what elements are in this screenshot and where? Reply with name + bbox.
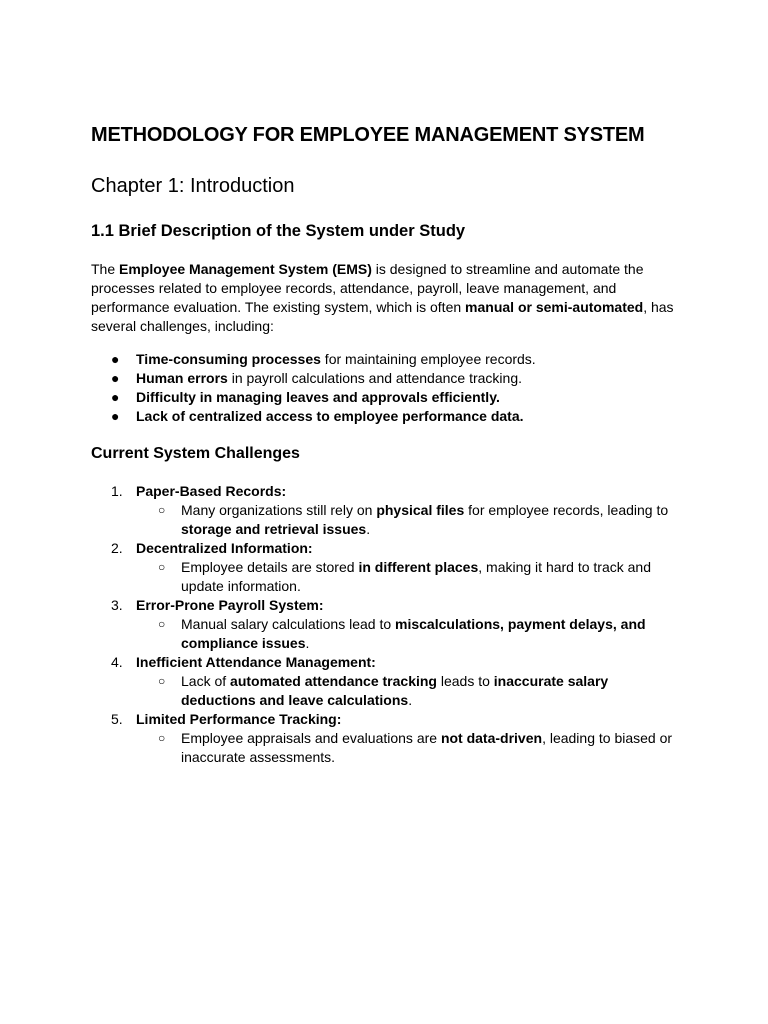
- sub-text: Many organizations still rely on: [181, 502, 377, 518]
- intro-bold-ems: Employee Management System (EMS): [119, 261, 372, 277]
- bullet-bold-text: Difficulty in managing leaves and approvals efficiently.: [136, 389, 500, 405]
- sub-list-item: [136, 729, 681, 767]
- circle-bullet-icon: ○: [158, 731, 166, 745]
- numbered-item: [91, 653, 691, 710]
- sub-bold: physical files: [376, 502, 465, 518]
- sub-text: Lack of: [181, 673, 231, 689]
- sub-text: , leading to biased or inaccurate assessments.: [181, 730, 673, 765]
- sub-text: .: [305, 635, 310, 651]
- section-heading: 1.1 Brief Description of the System under Study: [91, 222, 466, 240]
- numbered-item: [91, 482, 691, 539]
- item-number: 5.: [111, 711, 123, 727]
- circle-bullet-icon: ○: [158, 674, 166, 688]
- sub-bold: in different places: [358, 559, 479, 575]
- bullet-text: for maintaining employee records.: [320, 351, 536, 367]
- sub-text: Manual salary calculations lead to: [181, 616, 396, 632]
- sub-list: [136, 672, 691, 710]
- list-item: [91, 369, 536, 388]
- circle-bullet-icon: ○: [158, 560, 166, 574]
- document-title: METHODOLOGY FOR EMPLOYEE MANAGEMENT SYSTEM: [91, 124, 645, 146]
- item-number: 1.: [111, 483, 123, 499]
- circle-bullet-icon: ○: [158, 503, 166, 517]
- item-title: Paper-Based Records:: [136, 483, 287, 499]
- sub-list-item: [136, 558, 681, 596]
- intro-text-3: , has several challenges, including:: [91, 299, 674, 334]
- list-item: [91, 407, 536, 426]
- item-number: 3.: [111, 597, 123, 613]
- sub-text: .: [366, 521, 371, 537]
- sub-text: for employee records, leading to: [464, 502, 669, 518]
- bullet-text: in payroll calculations and attendance tracking.: [227, 370, 522, 386]
- bullet-icon: ●: [111, 389, 120, 405]
- sub-text: .: [408, 692, 413, 708]
- item-number: 2.: [111, 540, 123, 556]
- item-title: Limited Performance Tracking:: [136, 711, 342, 727]
- sub-list: [136, 615, 691, 653]
- list-item: [91, 388, 536, 407]
- challenges-numbered-list: [91, 482, 691, 767]
- sub-list: [136, 729, 691, 767]
- bullet-icon: ●: [111, 370, 120, 386]
- sub-text: Employee appraisals and evaluations are: [181, 730, 441, 746]
- bullet-bold-text: Human errors: [136, 370, 228, 386]
- item-number: 4.: [111, 654, 123, 670]
- sub-bold: automated attendance tracking: [230, 673, 437, 689]
- sub-list-item: [136, 501, 681, 539]
- bullet-bold-text: Lack of centralized access to employee performance data.: [136, 408, 524, 424]
- sub-list-item: [136, 672, 681, 710]
- challenges-heading: Current System Challenges: [91, 445, 300, 462]
- bullet-icon: ●: [111, 351, 120, 367]
- bullet-bold-text: Time-consuming processes: [136, 351, 321, 367]
- sub-list-item: [136, 615, 681, 653]
- sub-bold: inaccurate salary deductions and leave calculations: [181, 673, 609, 708]
- intro-bold-manual: manual or semi-automated: [465, 299, 644, 315]
- numbered-item: [91, 539, 691, 596]
- chapter-heading: Chapter 1: Introduction: [91, 175, 295, 197]
- sub-bold: storage and retrieval issues: [181, 521, 367, 537]
- sub-text: , making it hard to track and update information.: [181, 559, 652, 594]
- sub-bold: not data-driven: [440, 730, 543, 746]
- intro-paragraph: [91, 260, 683, 336]
- intro-text-1: The: [91, 261, 120, 277]
- bullet-icon: ●: [111, 408, 120, 424]
- sub-bold: miscalculations, payment delays, and compliance issues: [181, 616, 646, 651]
- item-title: Error-Prone Payroll System:: [136, 597, 324, 613]
- item-title: Inefficient Attendance Management:: [136, 654, 376, 670]
- sub-text: leads to: [436, 673, 494, 689]
- list-item: [91, 350, 536, 369]
- sub-list: [136, 558, 691, 596]
- intro-text-2: is designed to streamline and automate the processes related to employee records, attendance, payroll, leave management, and performance evaluation. The existing system, which is often: [91, 261, 644, 315]
- sub-list: [136, 501, 691, 539]
- numbered-item: [91, 710, 691, 767]
- numbered-item: [91, 596, 691, 653]
- sub-text: Employee details are stored: [181, 559, 359, 575]
- item-title: Decentralized Information:: [136, 540, 313, 556]
- circle-bullet-icon: ○: [158, 617, 166, 631]
- challenge-bullet-list: [91, 350, 536, 426]
